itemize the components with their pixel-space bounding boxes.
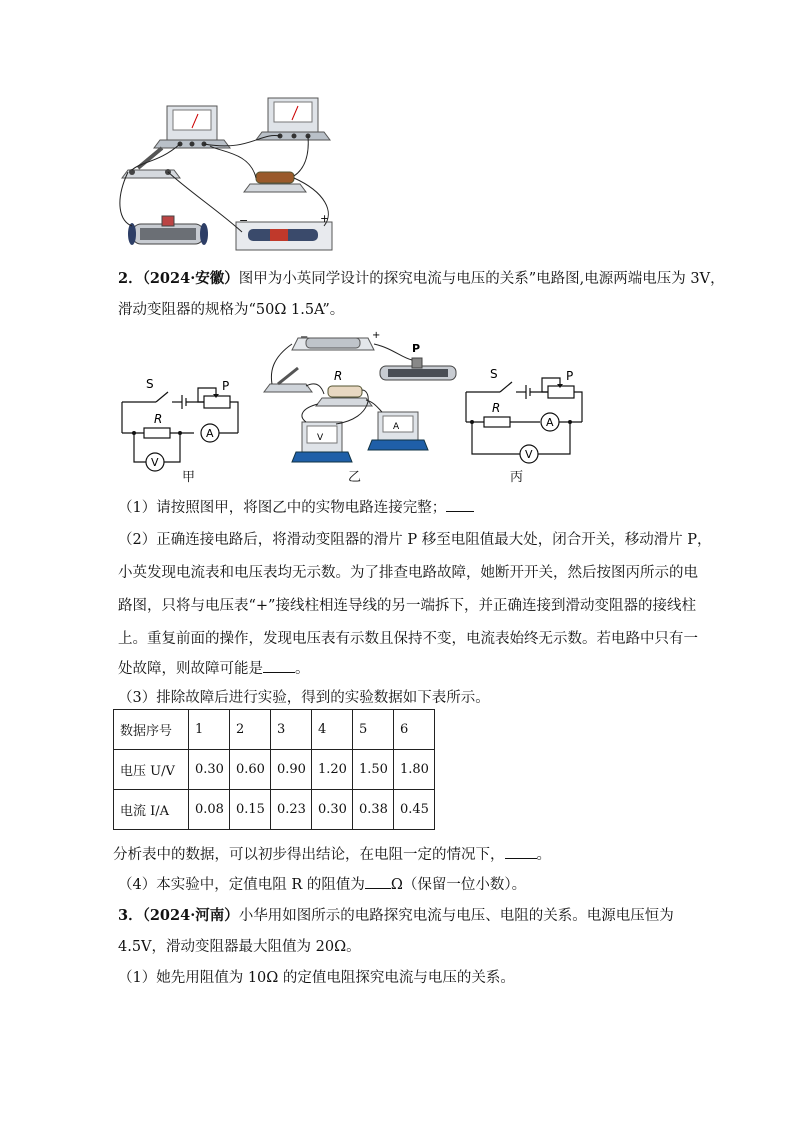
table-cell: 0.30 <box>312 790 353 830</box>
label-R-jia: R <box>154 412 163 426</box>
q3-source: （2024·河南） <box>142 907 239 924</box>
table-cell: 0.38 <box>353 790 394 830</box>
svg-text:+: + <box>372 330 381 341</box>
svg-text:−: − <box>239 214 249 227</box>
fixed-resistor-device <box>244 172 306 192</box>
svg-text:−: − <box>300 332 309 343</box>
table-cell: 电压 U/V <box>114 750 189 790</box>
table-cell: 0.45 <box>394 790 435 830</box>
q2-analysis-end: 。 <box>536 847 551 863</box>
battery-device <box>236 212 332 250</box>
q2-part1-text: （1）请按照图甲，将图乙中的实物电路连接完整； <box>118 500 447 516</box>
rheostat-device <box>128 216 208 245</box>
svg-text:+: + <box>320 212 330 225</box>
q3-stem-text: 小华用如图所示的电路探究电流与电压、电阻的关系。电源电压恒为 <box>238 908 674 924</box>
battery-yi <box>292 330 380 350</box>
q3-number: 3． <box>118 907 143 924</box>
caption-yi: 乙 <box>348 470 362 485</box>
q2-source: （2024·安徽） <box>142 270 239 287</box>
q2-stem-text: 图甲为小英同学设计的探究电流与电压的关系”电路图,电源两端电压为 3V， <box>238 271 725 287</box>
switch-device <box>122 148 180 178</box>
q2-part1-blank[interactable] <box>446 497 474 512</box>
circuit-diagram-bing <box>458 362 590 470</box>
table-cell: 0.08 <box>189 790 230 830</box>
label-A-bing: A <box>546 416 554 429</box>
q3-stem-line2: 4.5V，滑动变阻器最大阻值为 20Ω。 <box>118 939 361 955</box>
q2-part2-end: 。 <box>295 661 310 677</box>
table-cell: 1.20 <box>312 750 353 790</box>
table-cell: 0.15 <box>230 790 271 830</box>
table-cell: 电流 I/A <box>114 790 189 830</box>
table-row <box>114 710 435 750</box>
table-cell: 6 <box>394 710 435 750</box>
ammeter-yi <box>368 412 428 450</box>
physical-circuit-yi <box>262 328 462 468</box>
label-P-bing: P <box>566 369 574 383</box>
q2-part2-line1: （2）正确连接电路后，将滑动变阻器的滑片 P 移至电阻值最大处，闭合开关，移动滑片 P， <box>118 532 712 548</box>
voltmeter-yi <box>292 422 352 462</box>
table-cell: 5 <box>353 710 394 750</box>
table-cell: 数据序号 <box>114 710 189 750</box>
q2-part2-line3: 路图，只将与电压表“+”接线柱相连导线的另一端拆下，并正确连接到滑动变阻器的接线柱 <box>118 598 696 614</box>
table-cell: 1.80 <box>394 750 435 790</box>
ammeter-device <box>154 106 230 148</box>
q2-analysis-text: 分析表中的数据，可以初步得出结论，在电阻一定的情况下， <box>113 847 505 863</box>
label-S-jia: S <box>146 377 154 391</box>
q2-part2-line2: 小英发现电流表和电压表均无示数。为了排查电路故障，她断开开关，然后按图丙所示的电 <box>118 565 698 581</box>
label-V-yi: V <box>317 433 324 443</box>
q2-stem-line1 <box>118 269 725 289</box>
caption-bing: 丙 <box>510 470 524 485</box>
table-cell: 1.50 <box>353 750 394 790</box>
q2-analysis <box>113 844 551 865</box>
label-R-yi: R <box>334 369 343 383</box>
label-P-yi: P <box>412 342 421 355</box>
label-A-yi: A <box>393 422 400 432</box>
label-V-bing: V <box>525 448 533 461</box>
label-R-bing: R <box>492 401 501 415</box>
q2-part2-blank[interactable] <box>263 658 295 673</box>
data-table <box>113 709 435 830</box>
label-V-jia: V <box>151 456 159 469</box>
q2-part3: （3）排除故障后进行实验，得到的实验数据如下表所示。 <box>118 690 490 706</box>
q2-part4-pre: （4）本实验中，定值电阻 R 的阻值为 <box>118 877 365 893</box>
table-cell: 0.60 <box>230 750 271 790</box>
q2-part1 <box>118 497 474 518</box>
rheostat-yi <box>380 342 456 380</box>
table-cell: 3 <box>271 710 312 750</box>
q2-part2-line5 <box>118 658 310 679</box>
table-cell: 4 <box>312 710 353 750</box>
table-cell: 0.23 <box>271 790 312 830</box>
circuit-diagram-jia <box>116 370 246 480</box>
q2-part2-line5-text: 处故障，则故障可能是 <box>118 661 263 677</box>
q2-analysis-blank[interactable] <box>505 844 537 859</box>
table-cell: 1 <box>189 710 230 750</box>
q2-part4-post: Ω（保留一位小数）。 <box>390 877 527 893</box>
top-apparatus-figure <box>110 92 350 264</box>
resistor-yi <box>316 369 372 406</box>
q2-part2-line4: 上。重复前面的操作，发现电压表有示数且保持不变，电流表始终无示数。若电路中只有一 <box>118 631 698 647</box>
label-P-jia: P <box>222 379 230 393</box>
q2-stem-line2: 滑动变阻器的规格为“50Ω 1.5A”。 <box>118 302 345 318</box>
q3-part1: （1）她先用阻值为 10Ω 的定值电阻探究电流与电压的关系。 <box>118 970 515 986</box>
label-A-jia: A <box>206 427 214 440</box>
table-row <box>114 790 435 830</box>
table-cell: 2 <box>230 710 271 750</box>
table-cell: 0.30 <box>189 750 230 790</box>
q3-stem-line1 <box>118 906 674 926</box>
label-S-bing: S <box>490 367 498 381</box>
caption-jia: 甲 <box>182 470 196 485</box>
q2-part4 <box>118 874 526 895</box>
q2-number: 2． <box>118 270 143 287</box>
q2-part4-blank[interactable] <box>365 874 391 889</box>
voltmeter-device <box>256 98 330 140</box>
table-row <box>114 750 435 790</box>
table-cell: 0.90 <box>271 750 312 790</box>
